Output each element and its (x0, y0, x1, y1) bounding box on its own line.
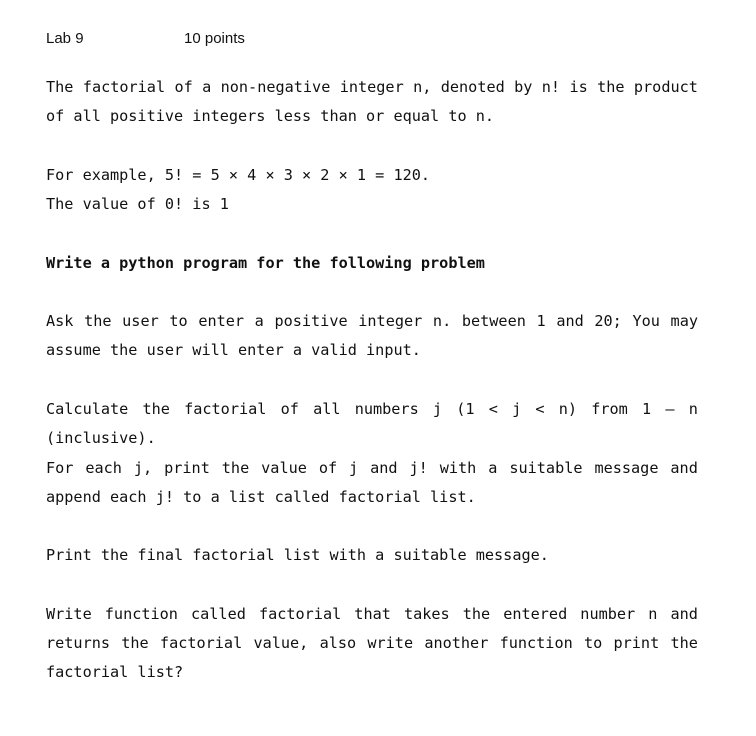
calculate-line-1: Calculate the factorial of all numbers j (1 < j < n) from 1 – n (46, 400, 698, 418)
intro-line-2: of all positive integers less than or equal to n. (46, 107, 495, 125)
function-line-1: Write function called factorial that takes the entered number n and (46, 605, 698, 623)
zero-factorial-line: The value of 0! is 1 (46, 195, 229, 213)
points-label: 10 points (184, 30, 245, 47)
lab-title: Lab 9 (46, 30, 84, 47)
function-line-3: factorial list? (46, 663, 184, 681)
calculate-line-2: (inclusive). (46, 429, 156, 447)
for-each-line-1: For each j, print the value of j and j! with a suitable message and (46, 459, 698, 477)
instruction-heading: Write a python program for the following problem (46, 254, 485, 272)
function-line-2: returns the factorial value, also write another function to print the (46, 634, 698, 652)
for-each-line-2: append each j! to a list called factorial list. (46, 488, 476, 506)
print-line: Print the final factorial list with a suitable message. (46, 546, 549, 564)
example-line: For example, 5! = 5 × 4 × 3 × 2 × 1 = 120. (46, 166, 431, 184)
ask-line-2: assume the user will enter a valid input. (46, 341, 421, 359)
intro-line-1: The factorial of a non-negative integer n, denoted by n! is the product (46, 78, 698, 96)
ask-line-1: Ask the user to enter a positive integer n. between 1 and 20; You may (46, 312, 698, 330)
